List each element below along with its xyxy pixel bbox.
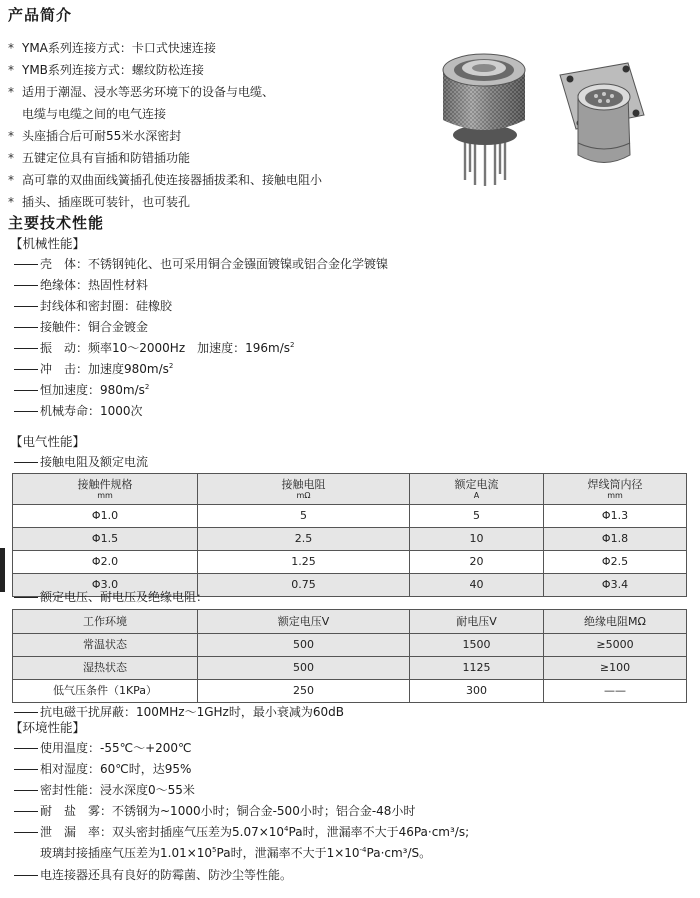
emi-shielding-line: 抗电磁干扰屏蔽：100MHz～1GHz时，最小衰减为60dB bbox=[14, 703, 344, 720]
environment-spec-line: 耐 盐 雾：不锈钢为~1000小时；铜合金-500小时；铝合金-48小时 bbox=[14, 802, 415, 819]
table2-caption: 额定电压、耐电压及绝缘电阻： bbox=[14, 588, 208, 605]
table-cell: 500 bbox=[198, 657, 410, 680]
table-header-cell: 额定电压V bbox=[198, 610, 410, 634]
intro-bullet: * 五键定位具有盲插和防错插功能 bbox=[8, 151, 191, 165]
mechanical-spec-line: 封线体和密封圈：硅橡胶 bbox=[14, 297, 172, 314]
table-cell: 20 bbox=[410, 551, 544, 574]
intro-bullet-continuation: 电缆与电缆之间的电气连接 bbox=[22, 107, 167, 121]
table-cell: Φ1.3 bbox=[544, 505, 687, 528]
table-cell: 湿热状态 bbox=[13, 657, 198, 680]
table-cell: 5 bbox=[198, 505, 410, 528]
table-row bbox=[13, 680, 687, 703]
intro-bullet: * YMA系列连接方式：卡口式快速连接 bbox=[8, 41, 216, 55]
table-row bbox=[13, 528, 687, 551]
table-cell: ≥100 bbox=[544, 657, 687, 680]
table-header-cell: 焊线筒内径 mm bbox=[544, 474, 687, 505]
table-row bbox=[13, 505, 687, 528]
intro-bullet: * 适用于潮湿、浸水等恶劣环境下的设备与电缆、 bbox=[8, 85, 275, 99]
table-cell: Φ1.5 bbox=[13, 528, 198, 551]
table-cell: Φ2.5 bbox=[544, 551, 687, 574]
table-cell: 300 bbox=[410, 680, 544, 703]
table-header-cell: 绝缘电阻MΩ bbox=[544, 610, 687, 634]
table-cell: ≥5000 bbox=[544, 634, 687, 657]
table-header-row bbox=[13, 474, 687, 505]
table-cell: Φ1.8 bbox=[544, 528, 687, 551]
table-cell: Φ3.0 bbox=[13, 574, 198, 597]
table-cell: 1.25 bbox=[198, 551, 410, 574]
table-cell: 40 bbox=[410, 574, 544, 597]
table-header-cell: 耐电压V bbox=[410, 610, 544, 634]
table-cell: 500 bbox=[198, 634, 410, 657]
environment-spec-line: 密封性能：浸水深度0～55米 bbox=[14, 781, 195, 798]
table-header-row bbox=[13, 610, 687, 634]
environment-spec-line: 使用温度：-55℃～+200℃ bbox=[14, 739, 192, 756]
contact-resistance-table bbox=[12, 473, 687, 597]
table-header-cell: 接触件规格 mm bbox=[13, 474, 198, 505]
mechanical-spec-line: 机械寿命：1000次 bbox=[14, 402, 143, 419]
table-cell: 250 bbox=[198, 680, 410, 703]
table-row bbox=[13, 551, 687, 574]
table-row bbox=[13, 634, 687, 657]
voltage-insulation-table bbox=[12, 609, 687, 703]
final-note-line: 电连接器还具有良好的防霉菌、防沙尘等性能。 bbox=[14, 866, 292, 883]
leak-rate-line: 泄 漏 率：双头密封插座气压差为$5.07\times 10^4Pa$时，泄漏率不大于46Pa·cm³/s; bbox=[14, 823, 469, 840]
page-edge-marker bbox=[0, 548, 5, 592]
table-header-cell: 工作环境 bbox=[13, 610, 198, 634]
table-cell: —— bbox=[544, 680, 687, 703]
environment-spec-line: 相对湿度：60℃时，达95% bbox=[14, 760, 191, 777]
electrical-section-title: 【电气性能】 bbox=[10, 434, 86, 449]
table-cell: 2.5 bbox=[198, 528, 410, 551]
intro-bullet: * YMB系列连接方式：螺纹防松连接 bbox=[8, 63, 204, 77]
mechanical-section-title: 【机械性能】 bbox=[10, 236, 86, 251]
mechanical-spec-line: 壳 体：不锈钢钝化、也可采用铜合金镪面镀镍或铝合金化学镀镍 bbox=[14, 255, 388, 272]
table-cell: Φ1.0 bbox=[13, 505, 198, 528]
mechanical-spec-line: 接触件：铜合金镀金 bbox=[14, 318, 148, 335]
table-cell: 1500 bbox=[410, 634, 544, 657]
table-cell: 低气压条件（1KPa） bbox=[13, 680, 198, 703]
intro-bullet: * 头座插合后可耐55米水深密封 bbox=[8, 129, 182, 143]
table-header-cell: 额定电流 A bbox=[410, 474, 544, 505]
table-cell: Φ2.0 bbox=[13, 551, 198, 574]
table1-caption: 接触电阻及额定电流 bbox=[14, 453, 148, 470]
mechanical-spec-line: 恒加速度：$980m/s^2$ bbox=[14, 381, 149, 398]
intro-title: 产品简介 bbox=[8, 6, 73, 24]
table-cell: 1125 bbox=[410, 657, 544, 680]
table-cell: 10 bbox=[410, 528, 544, 551]
table-cell: 常温状态 bbox=[13, 634, 198, 657]
intro-bullet: * 高可靠的双曲面线簧插孔使连接器插拔柔和、接触电阻小 bbox=[8, 173, 323, 187]
table-header-cell: 接触电阻 mΩ bbox=[198, 474, 410, 505]
mechanical-spec-line: 冲 击：加速度$980m/s^2$ bbox=[14, 360, 173, 377]
table-cell: 0.75 bbox=[198, 574, 410, 597]
connector-receptacle-image bbox=[548, 55, 663, 175]
table-row bbox=[13, 657, 687, 680]
mechanical-spec-line: 绝缘体：热固性材料 bbox=[14, 276, 148, 293]
table-cell: 5 bbox=[410, 505, 544, 528]
table-cell: Φ3.4 bbox=[544, 574, 687, 597]
leak-rate-line-2: 玻璃封接插座气压差为$1.01\times 10^5Pa$时，泄漏率不大于$1\times 10^{-4}Pa\cdot cm^3/S$。 bbox=[40, 846, 432, 860]
mechanical-spec-line: 振 动：频率10～2000Hz 加速度：$196m/s^2$ bbox=[14, 339, 295, 356]
environment-section-title: 【环境性能】 bbox=[10, 720, 86, 735]
intro-bullet: * 插头、插座既可装针，也可装孔 bbox=[8, 195, 191, 209]
specs-title: 主要技术性能 bbox=[8, 214, 105, 232]
